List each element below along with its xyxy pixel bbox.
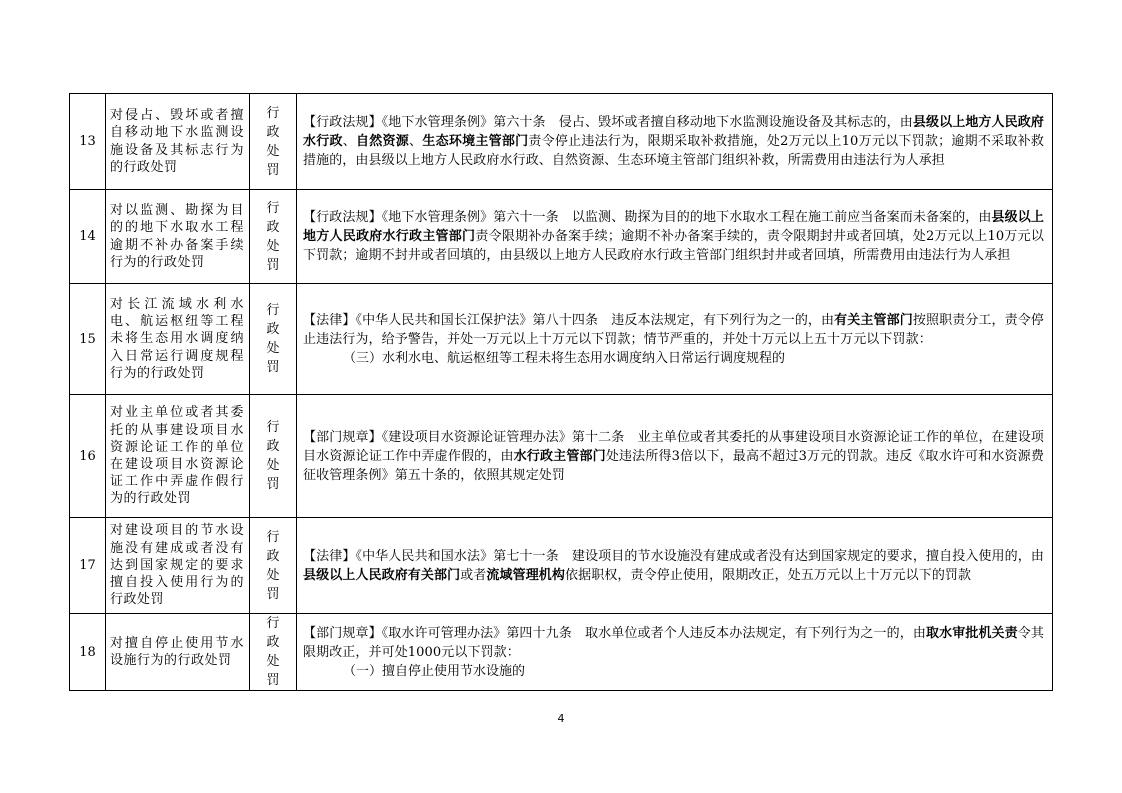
basis-segment: 令其限期改正，并可处1000元以下罚款：: [303, 625, 1045, 660]
table-row: [70, 94, 1053, 190]
row-number: 16: [70, 395, 106, 518]
basis-text: [303, 624, 1044, 662]
row-number: 17: [70, 518, 106, 614]
legal-basis: [297, 284, 1053, 395]
item-type: 行政处罚: [266, 529, 280, 602]
basis-segment: 【行政法规】《地下水管理条例》第六十条 侵占、毁坏或者擅自移动地下水监测设施设备及其标志的，由: [303, 115, 913, 130]
item-type: 行政处罚: [266, 420, 280, 492]
item-name: 对建设项目的节水设施没有建成或者没有达到国家规定的要求擅自投入使用行为的行政处罚: [110, 523, 244, 608]
table-row: [70, 190, 1053, 284]
basis-clause: （三）水利水电、航运枢纽等工程未将生态用水调度纳入日常运行调度规程的: [343, 350, 786, 366]
basis-clause: （一）擅自停止使用节水设施的: [343, 663, 526, 679]
basis-segment: 处违法所得3倍以下，最高不超过3万元的罚款。违反《取水许可和水资源费征收管理条例》第五十条的，依照其规定处罚: [303, 448, 1044, 483]
item-name: 对业主单位或者其委托的从事建设项目水资源论证工作的单位在建设项目水资源论证工作中弄虚作假行为的行政处罚: [110, 405, 244, 507]
page-number: 4: [557, 712, 565, 725]
basis-segment: 责令限期补办备案手续；逾期不补办备案手续的，责令限期封井或者回填，处2万元以上10万元以下罚款；逾期不封井或者回填的，由县级以上地方人民政府水行政主管部门组织封井或者回填，所需费用由违法行为人承担: [303, 229, 1044, 263]
table-row: [70, 518, 1053, 614]
basis-segment: 责令停止违法行为，限期采取补救措施，处2万元以上10万元以下罚款；逾期不采取补救措施的，由县级以上地方人民政府水行政、自然资源、生态环境主管部门组织补救，所需费用由违法行为人承担: [303, 134, 1044, 168]
authority-highlight: 有关主管部门: [834, 312, 913, 328]
authority-highlight: 县级以上地方人民政府水行政: [303, 115, 1044, 149]
item-name: 对以监测、勘探为目的的地下水取水工程逾期不补办备案手续行为的行政处罚: [110, 203, 244, 270]
authority-highlight: 生态环境主管部门: [422, 134, 529, 149]
row-number: 14: [70, 190, 106, 284]
row-number: 15: [70, 284, 106, 395]
item-type: 行政处罚: [266, 303, 280, 375]
basis-segment: 、: [409, 134, 423, 149]
table-row: [70, 614, 1053, 691]
basis-text: [303, 208, 1044, 265]
authority-highlight: 县级以上人民政府有关部门: [303, 567, 461, 583]
legal-basis: [297, 190, 1053, 284]
basis-segment: 、: [342, 134, 357, 149]
row-number: 18: [70, 614, 106, 691]
basis-text: [303, 428, 1044, 485]
table-row: [70, 284, 1053, 395]
item-type: 行政处罚: [266, 200, 280, 273]
authority-highlight: 水行政主管部门: [513, 448, 606, 464]
basis-segment: 【法律】《中华人民共和国水法》第七十一条 建设项目的节水设施没有建成或者没有达到国家规定的要求，擅自投入使用的，由: [303, 548, 1044, 564]
item-name: 对长江流域水利水电、航运枢纽等工程未将生态用水调度纳入日常运行调度规程行为的行政处罚: [110, 296, 244, 381]
basis-text: [303, 311, 1044, 349]
basis-segment: 【法律】《中华人民共和国长江保护法》第八十四条 违反本法规定，有下列行为之一的，由: [303, 312, 835, 328]
authority-highlight: 县级以上地方人民政府水行政主管部门: [303, 210, 1044, 244]
basis-text: [303, 547, 1044, 585]
legal-basis: [297, 94, 1053, 190]
authority-highlight: 取水审批机关责: [925, 625, 1018, 641]
item-type: 行政处罚: [266, 616, 280, 688]
basis-segment: 【部门规章】《建设项目水资源论证管理办法》第十二条 业主单位或者其委托的从事建设项目水资源论证工作的单位，在建设项目水资源论证工作中弄虚作假的，由: [303, 429, 1044, 464]
basis-segment: 【部门规章】《取水许可管理办法》第四十九条 取水单位或者个人违反本办法规定，有下列行为之一的，由: [303, 625, 926, 641]
authority-highlight: 自然资源: [356, 134, 410, 149]
item-name: 对擅自停止使用节水设施行为的行政处罚: [110, 635, 244, 668]
basis-segment: 或者: [460, 567, 487, 583]
basis-segment: 按照职责分工，责令停止违法行为，给予警告，并处一万元以上十万元以下罚款；情节严重的，并处十万元以上五十万元以下罚款：: [303, 312, 1044, 347]
legal-basis: [297, 518, 1053, 614]
basis-segment: 依据职权，责令停止使用，限期改正，处五万元以上十万元以下的罚款: [565, 567, 972, 583]
item-name: 对侵占、毁坏或者擅自移动地下水监测设施设备及其标志行为的行政处罚: [110, 108, 244, 175]
legal-basis: [297, 614, 1053, 691]
table-row: [70, 395, 1053, 518]
enforcement-items-table: [69, 93, 1053, 691]
legal-basis: [297, 395, 1053, 518]
row-number: 13: [70, 94, 106, 190]
authority-highlight: 流域管理机构: [486, 567, 566, 583]
basis-segment: 【行政法规】《地下水管理条例》第六十一条 以监测、勘探为目的的地下水取水工程在施工前应当备案而未备案的，由: [303, 210, 992, 225]
basis-text: [303, 113, 1044, 170]
item-type: 行政处罚: [266, 105, 280, 178]
